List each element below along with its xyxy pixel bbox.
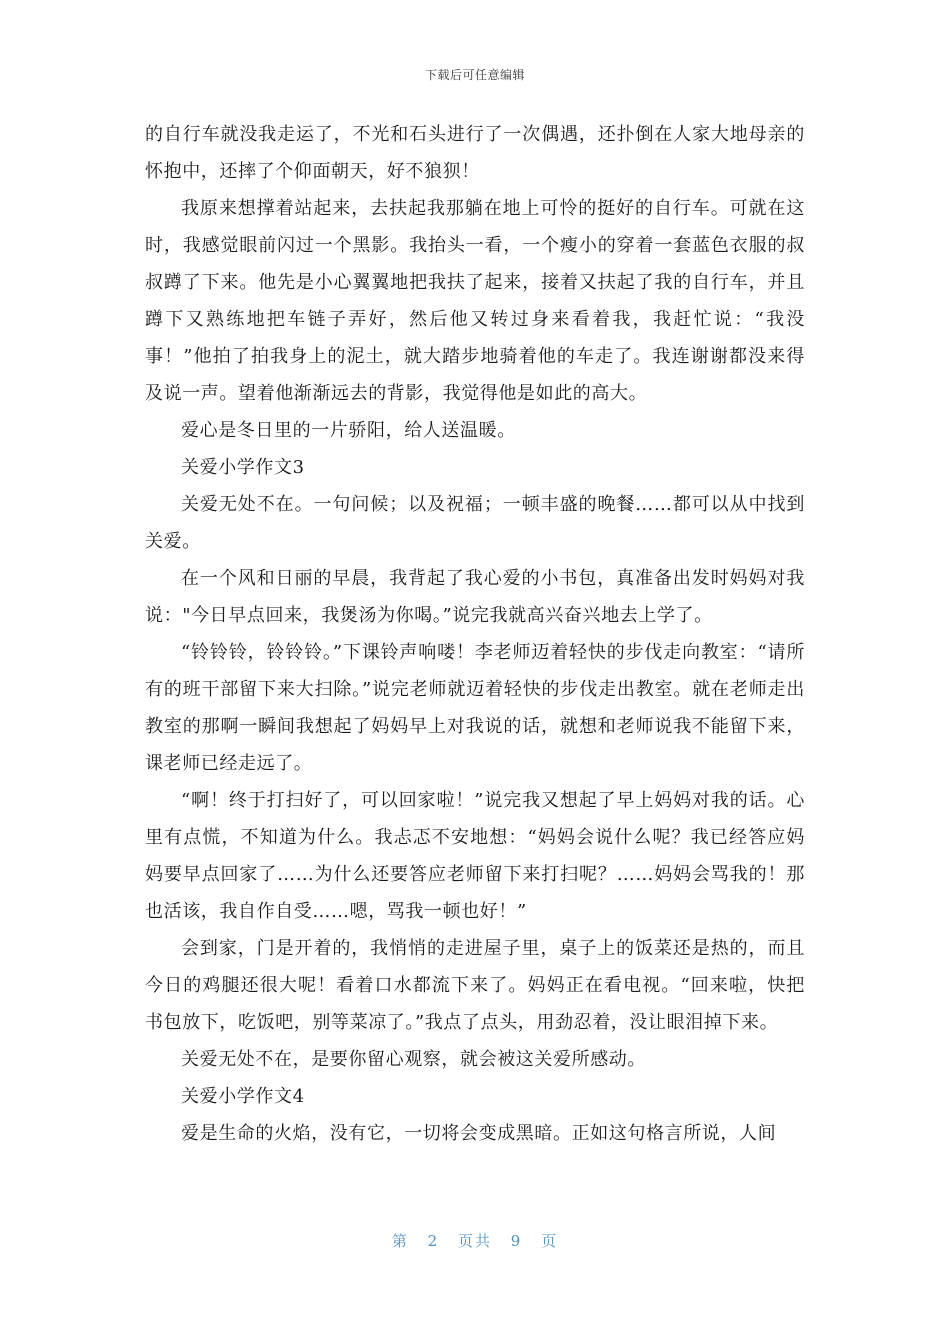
section-heading: 关爱小学作文3 <box>181 457 305 478</box>
paragraph: 爱心是冬日里的一片骄阳，给人送温暖。 <box>181 420 516 441</box>
paragraph: 关爱无处不在。一句问候；以及祝福；一顿丰盛的晚餐……都可以从中找到关爱。 <box>145 494 805 552</box>
paragraph: 的自行车就没我走运了，不光和石头进行了一次偶遇，还扑倒在人家大地母亲的怀抱中，还摔了个仰面朝天，好不狼狈！ <box>145 124 805 182</box>
page-footer: 第 2 页共 9 页 <box>391 1232 559 1250</box>
page-header: 下载后可任意编辑 <box>424 68 525 82</box>
section-heading: 关爱小学作文4 <box>181 1086 305 1107</box>
paragraph: 我原来想撑着站起来，去扶起我那躺在地上可怜的挺好的自行车。可就在这时，我感觉眼前闪过一个黑影。我抬头一看，一个瘦小的穿着一套蓝色衣服的叔叔蹲了下来。他先是小心翼翼地把我扶了起来，接着又扶起了我的自行车，并且蹲下又熟练地把车链子弄好，然后他又转过身来看着我，我赶忙说：“我没事！”他拍了拍我身上的泥土，就大踏步地骑着他的车走了。我连谢谢都没来得及说一声。望着他渐渐远去的背影，我觉得他是如此的高大。 <box>145 198 805 404</box>
paragraph: “啊！终于打扫好了，可以回家啦！”说完我又想起了早上妈妈对我的话。心里有点慌，不知道为什么。我忐忑不安地想：“妈妈会说什么呢？我已经答应妈妈要早点回家了……为什么还要答应老师留下来打扫呢？……妈妈会骂我的！那也活该，我自作自受……嗯，骂我一顿也好！” <box>145 790 805 922</box>
paragraph: 会到家，门是开着的，我悄悄的走进屋子里，桌子上的饭菜还是热的，而且今日的鸡腿还很大呢！看着口水都流下来了。妈妈正在看电视。“回来啦，快把书包放下，吃饭吧，别等菜凉了。”我点了点头，用劲忍着，没让眼泪掉下来。 <box>145 938 805 1033</box>
document-body <box>145 116 805 1152</box>
paragraph: 爱是生命的火焰，没有它，一切将会变成黑暗。正如这句格言所说，人间 <box>181 1123 777 1144</box>
paragraph: 在一个风和日丽的早晨，我背起了我心爱的小书包，真准备出发时妈妈对我说："今日早点回来，我煲汤为你喝。”说完我就高兴奋兴地去上学了。 <box>145 568 805 626</box>
paragraph: 关爱无处不在，是要你留心观察，就会被这关爱所感动。 <box>181 1049 646 1070</box>
paragraph: “铃铃铃，铃铃铃。”下课铃声响喽！李老师迈着轻快的步伐走向教室：“请所有的班干部留下来大扫除。”说完老师就迈着轻快的步伐走出教室。就在老师走出教室的那啊一瞬间我想起了妈妈早上对我说的话，就想和老师说我不能留下来，课老师已经走远了。 <box>145 642 805 774</box>
